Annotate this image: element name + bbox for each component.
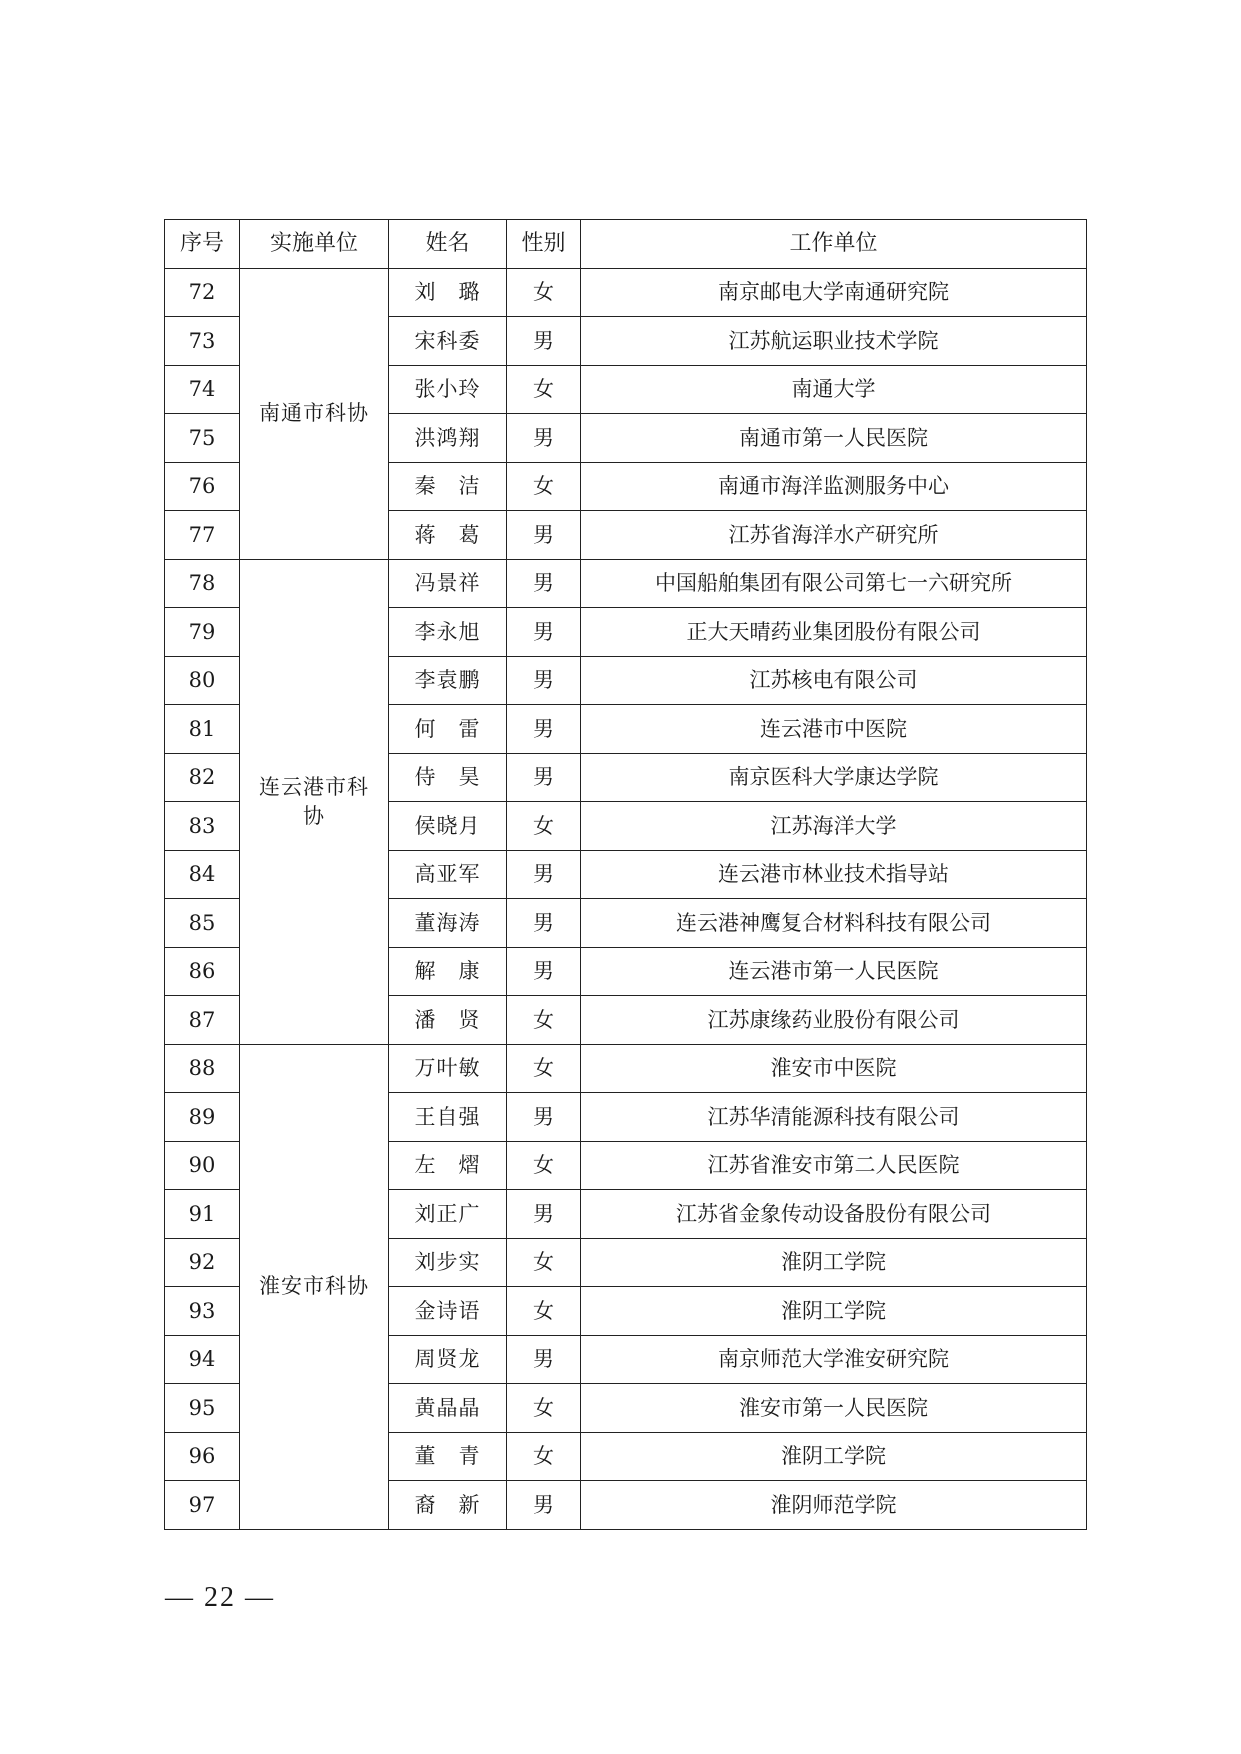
header-unit: 实施单位	[240, 220, 389, 269]
cell-gender: 女	[507, 1238, 581, 1287]
cell-name: 金诗语	[389, 1287, 507, 1336]
cell-name: 侍 昊	[389, 753, 507, 802]
cell-workplace: 连云港神鹰复合材料科技有限公司	[581, 899, 1087, 948]
table-row	[165, 1044, 1087, 1093]
cell-gender: 女	[507, 1384, 581, 1433]
cell-name: 周贤龙	[389, 1335, 507, 1384]
cell-gender: 男	[507, 608, 581, 657]
cell-workplace: 江苏华清能源科技有限公司	[581, 1093, 1087, 1142]
cell-name: 冯景祥	[389, 559, 507, 608]
cell-name: 裔 新	[389, 1481, 507, 1530]
cell-gender: 男	[507, 1481, 581, 1530]
cell-index: 78	[165, 559, 240, 608]
cell-name: 李永旭	[389, 608, 507, 657]
cell-workplace: 淮阴工学院	[581, 1287, 1087, 1336]
cell-index: 96	[165, 1432, 240, 1481]
cell-index: 73	[165, 317, 240, 366]
cell-name: 董海涛	[389, 899, 507, 948]
cell-name: 黄晶晶	[389, 1384, 507, 1433]
cell-index: 77	[165, 511, 240, 560]
member-table	[164, 219, 1087, 1530]
cell-index: 87	[165, 996, 240, 1045]
cell-gender: 男	[507, 1335, 581, 1384]
cell-index: 75	[165, 414, 240, 463]
cell-workplace: 江苏核电有限公司	[581, 656, 1087, 705]
cell-name: 刘 璐	[389, 268, 507, 317]
cell-index: 83	[165, 802, 240, 851]
cell-workplace: 淮阴师范学院	[581, 1481, 1087, 1530]
cell-index: 74	[165, 365, 240, 414]
cell-index: 80	[165, 656, 240, 705]
cell-workplace: 江苏省金象传动设备股份有限公司	[581, 1190, 1087, 1239]
cell-index: 72	[165, 268, 240, 317]
unit-label: 淮安市科协	[259, 1274, 369, 1299]
cell-workplace: 连云港市林业技术指导站	[581, 850, 1087, 899]
cell-name: 左 熠	[389, 1141, 507, 1190]
cell-index: 81	[165, 705, 240, 754]
cell-gender: 男	[507, 1190, 581, 1239]
cell-name: 高亚军	[389, 850, 507, 899]
cell-gender: 男	[507, 753, 581, 802]
cell-index: 76	[165, 462, 240, 511]
cell-index: 88	[165, 1044, 240, 1093]
cell-workplace: 连云港市中医院	[581, 705, 1087, 754]
cell-gender: 男	[507, 947, 581, 996]
table-body	[165, 268, 1087, 1529]
cell-gender: 男	[507, 899, 581, 948]
cell-gender: 男	[507, 511, 581, 560]
cell-gender: 女	[507, 365, 581, 414]
cell-name: 李袁鹏	[389, 656, 507, 705]
cell-name: 解 康	[389, 947, 507, 996]
cell-workplace: 连云港市第一人民医院	[581, 947, 1087, 996]
cell-index: 79	[165, 608, 240, 657]
cell-gender: 男	[507, 414, 581, 463]
cell-gender: 女	[507, 1432, 581, 1481]
cell-index: 86	[165, 947, 240, 996]
cell-name: 万叶敏	[389, 1044, 507, 1093]
cell-index: 85	[165, 899, 240, 948]
cell-index: 95	[165, 1384, 240, 1433]
cell-name: 何 雷	[389, 705, 507, 754]
cell-gender: 女	[507, 1044, 581, 1093]
cell-gender: 女	[507, 996, 581, 1045]
cell-name: 张小玲	[389, 365, 507, 414]
cell-workplace: 南京医科大学康达学院	[581, 753, 1087, 802]
cell-index: 90	[165, 1141, 240, 1190]
cell-workplace: 淮安市第一人民医院	[581, 1384, 1087, 1433]
cell-gender: 女	[507, 462, 581, 511]
cell-workplace: 中国船舶集团有限公司第七一六研究所	[581, 559, 1087, 608]
cell-gender: 女	[507, 1287, 581, 1336]
cell-index: 94	[165, 1335, 240, 1384]
cell-workplace: 江苏航运职业技术学院	[581, 317, 1087, 366]
table-header-row	[165, 220, 1087, 269]
cell-index: 91	[165, 1190, 240, 1239]
cell-unit	[240, 1044, 389, 1529]
cell-gender: 男	[507, 559, 581, 608]
cell-workplace: 江苏海洋大学	[581, 802, 1087, 851]
cell-gender: 女	[507, 1141, 581, 1190]
header-workplace: 工作单位	[581, 220, 1087, 269]
cell-name: 秦 洁	[389, 462, 507, 511]
header-gender: 性别	[507, 220, 581, 269]
cell-workplace: 江苏康缘药业股份有限公司	[581, 996, 1087, 1045]
unit-label: 南通市科协	[259, 401, 369, 426]
table-row	[165, 559, 1087, 608]
cell-name: 宋科委	[389, 317, 507, 366]
cell-gender: 男	[507, 656, 581, 705]
cell-name: 王自强	[389, 1093, 507, 1142]
cell-gender: 女	[507, 268, 581, 317]
cell-gender: 男	[507, 1093, 581, 1142]
cell-index: 89	[165, 1093, 240, 1142]
table-row	[165, 268, 1087, 317]
unit-label: 连云港市科协	[259, 775, 369, 828]
cell-gender: 女	[507, 802, 581, 851]
cell-gender: 男	[507, 705, 581, 754]
cell-workplace: 南通大学	[581, 365, 1087, 414]
cell-workplace: 淮阴工学院	[581, 1432, 1087, 1481]
cell-index: 84	[165, 850, 240, 899]
cell-index: 92	[165, 1238, 240, 1287]
header-name: 姓名	[389, 220, 507, 269]
cell-name: 蒋 葛	[389, 511, 507, 560]
cell-unit	[240, 559, 389, 1044]
cell-workplace: 南京邮电大学南通研究院	[581, 268, 1087, 317]
page-number: — 22 —	[165, 1582, 275, 1613]
cell-workplace: 南京师范大学淮安研究院	[581, 1335, 1087, 1384]
cell-workplace: 江苏省海洋水产研究所	[581, 511, 1087, 560]
cell-gender: 男	[507, 317, 581, 366]
cell-name: 洪鸿翔	[389, 414, 507, 463]
cell-gender: 男	[507, 850, 581, 899]
cell-name: 侯晓月	[389, 802, 507, 851]
cell-name: 刘正广	[389, 1190, 507, 1239]
cell-name: 董 青	[389, 1432, 507, 1481]
cell-workplace: 江苏省淮安市第二人民医院	[581, 1141, 1087, 1190]
cell-index: 93	[165, 1287, 240, 1336]
cell-index: 82	[165, 753, 240, 802]
cell-workplace: 淮阴工学院	[581, 1238, 1087, 1287]
cell-workplace: 南通市第一人民医院	[581, 414, 1087, 463]
cell-unit	[240, 268, 389, 559]
cell-workplace: 正大天晴药业集团股份有限公司	[581, 608, 1087, 657]
cell-workplace: 南通市海洋监测服务中心	[581, 462, 1087, 511]
cell-name: 刘步实	[389, 1238, 507, 1287]
header-index: 序号	[165, 220, 240, 269]
cell-workplace: 淮安市中医院	[581, 1044, 1087, 1093]
cell-name: 潘 贤	[389, 996, 507, 1045]
cell-index: 97	[165, 1481, 240, 1530]
